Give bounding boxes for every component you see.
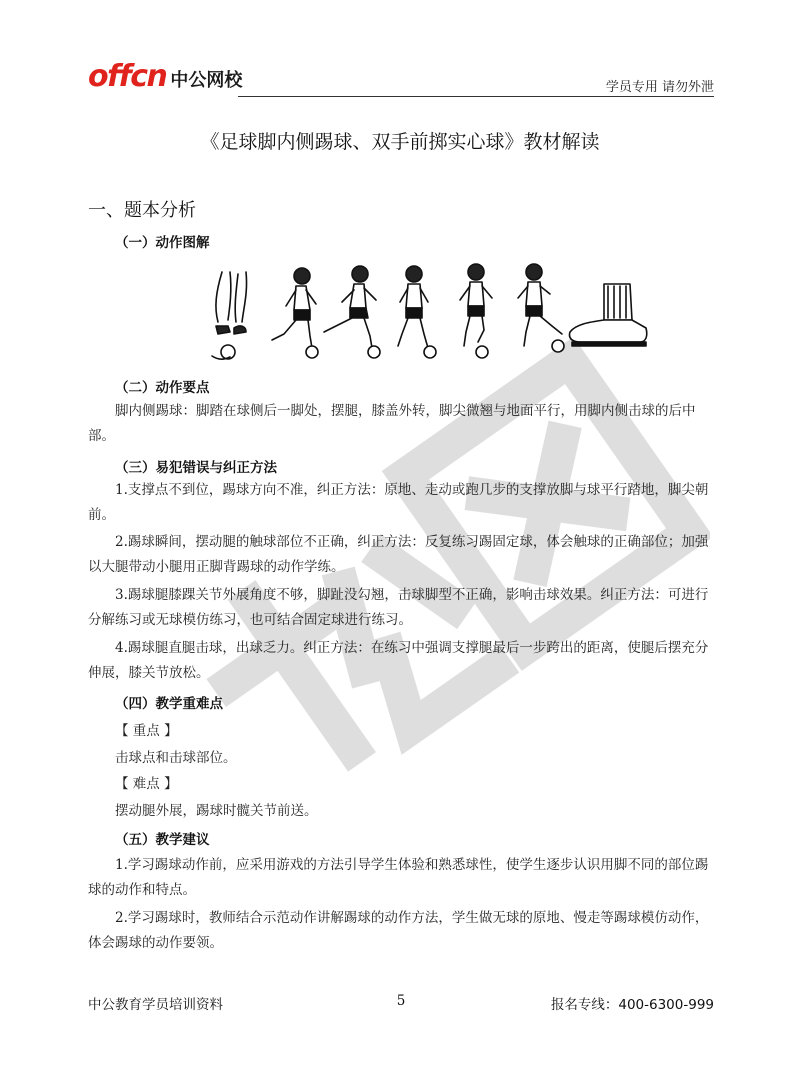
error-item: 3.踢球腿膝踝关节外展角度不够，脚趾没勾翘，击球脚型不正确，影响击球效果。纠正方法：可进行分解练习或无球模仿练习，也可结合固定球进行练习。 [88, 587, 709, 628]
logo [88, 59, 243, 94]
legs-closeup [212, 272, 247, 359]
difficulty-text: 摆动腿外展，踢球时髋关节前送。 [115, 803, 318, 819]
header-rule [238, 96, 714, 97]
error-item: 4.踢球腿直腿击球，出球乏力。纠正方法：在练习中强调支撑腿最后一步跨出的距离，使腿后摆充分伸展，膝关节放松。 [88, 640, 709, 681]
subheading-difficulties: （四）教学重难点 [115, 696, 223, 712]
document-title: 《足球脚内侧踢球、双手前掷实心球》教材解读 [200, 131, 600, 153]
footer-left: 中公教育学员培训资料 [88, 997, 223, 1013]
page-header [88, 59, 714, 98]
runner-3 [398, 266, 436, 358]
key-points-text: 脚内侧踢球：脚踏在球侧后一脚处，摆腿，膝盖外转，脚尖微翘与地面平行，用脚内侧击球的后中部。 [88, 403, 696, 444]
key-text: 击球点和击球部位。 [115, 750, 237, 766]
subheading-errors: （三）易犯错误与纠正方法 [115, 460, 277, 476]
section-heading: 一、题本分析 [88, 200, 196, 221]
runner-1 [272, 268, 318, 358]
page-number: 5 [396, 993, 406, 1009]
header-note: 学员专用 请勿外泄 [605, 80, 714, 95]
watermark [150, 300, 710, 860]
key-label: 【 重点 】 [115, 723, 178, 739]
runner-4 [460, 264, 492, 358]
subheading-diagram: （一）动作图解 [115, 235, 210, 251]
kicking-sequence-figure [200, 262, 670, 364]
suggestion-item: 1.学习踢球动作前，应采用游戏的方法引导学生体验和熟悉球性，使学生逐步认识用脚不同的部位踢球的动作和特点。 [88, 857, 709, 898]
error-item: 2.踢球瞬间，摆动腿的触球部位不正确，纠正方法：反复练习踢固定球，体会触球的正确部位；加强以大腿带动小腿用正脚背踢球的动作学练。 [88, 534, 709, 575]
logo-wordmark: offcn [88, 59, 167, 94]
subheading-key-points: （二）动作要点 [115, 380, 210, 396]
runner-5 [518, 264, 564, 352]
footer-right: 报名专线：400-6300-999 [550, 997, 714, 1013]
error-item: 1.支撑点不到位，踢球方向不准，纠正方法：原地、走动或跑几步的支撑放脚与球平行踏地，脚尖朝前。 [88, 482, 709, 523]
difficulty-label: 【 难点 】 [115, 776, 178, 792]
runner-2 [324, 266, 380, 358]
suggestion-item: 2.学习踢球时，教师结合示范动作讲解踢球的动作方法，学生做无球的原地、慢走等踢球模仿动作，体会踢球的动作要领。 [88, 910, 709, 951]
logo-cn-text: 中公网校 [170, 70, 243, 91]
shoe-icon [569, 284, 646, 346]
subheading-suggestions: （五）教学建议 [115, 832, 210, 848]
